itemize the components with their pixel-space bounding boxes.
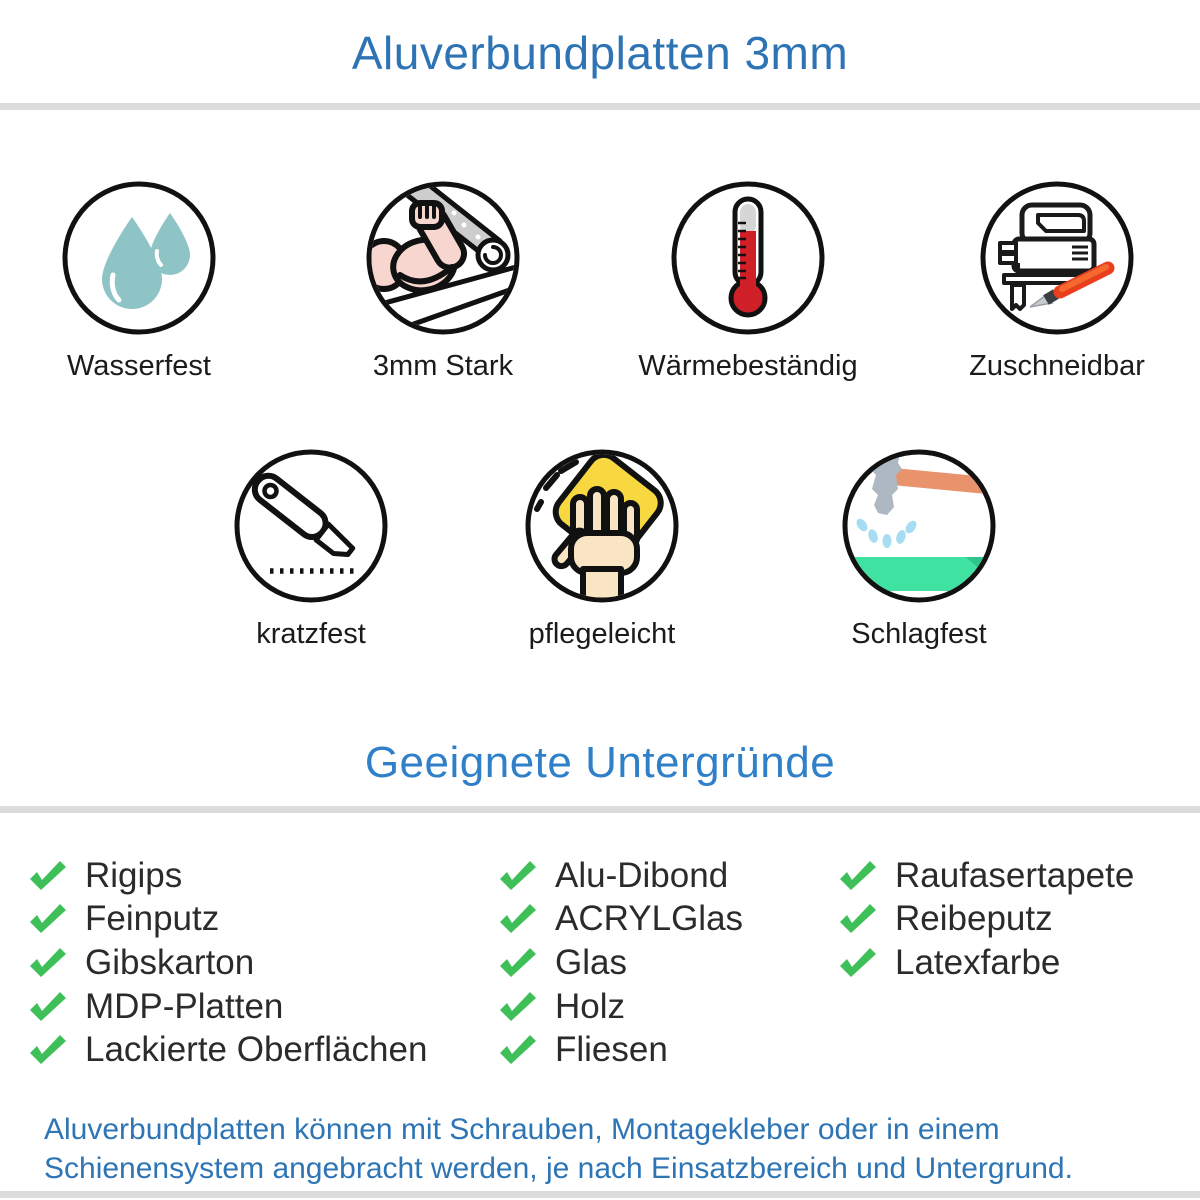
feature-label: pflegeleicht [528, 618, 676, 650]
check-icon [498, 947, 538, 979]
substrates-column-1 [28, 854, 427, 1072]
utility-knife-icon [232, 447, 390, 605]
check-icon [28, 903, 68, 935]
page-title: Aluverbundplatten 3mm [351, 27, 849, 79]
list-item [498, 898, 743, 942]
feature-label: kratzfest [256, 618, 366, 650]
list-item-label: ACRYLGlas [555, 899, 744, 939]
list-item-label: Fliesen [555, 1030, 668, 1070]
jigsaw-icon [978, 179, 1136, 337]
mounting-note [44, 1110, 1073, 1188]
section-title: Geeignete Untergründe [364, 738, 836, 787]
mounting-note-line2: Schienensystem angebracht werden, je nach Einsatzbereich und Untergrund. [44, 1152, 1073, 1185]
feature-pflegeleicht [462, 447, 742, 651]
check-icon [498, 860, 538, 892]
list-item-label: MDP-Platten [85, 986, 284, 1026]
feature-label: Schlagfest [851, 618, 987, 650]
list-item [838, 854, 1134, 898]
check-icon [28, 860, 68, 892]
check-icon [498, 1034, 538, 1066]
divider-middle [0, 806, 1200, 813]
list-item [28, 985, 427, 1029]
list-item [498, 985, 743, 1029]
feature-label: Wasserfest [67, 350, 211, 382]
feature-waermebestaendig [608, 179, 888, 383]
cleaning-hand-icon [523, 447, 681, 605]
list-item [498, 854, 743, 898]
water-drops-icon [60, 179, 218, 337]
list-item-label: Feinputz [85, 899, 220, 939]
check-icon [28, 991, 68, 1023]
feature-label: Zuschneidbar [969, 350, 1145, 382]
list-item-label: Rigips [85, 855, 183, 895]
list-item [838, 941, 1134, 985]
feature-schlagfest [779, 447, 1059, 651]
list-item-label: Latexfarbe [895, 942, 1061, 982]
substrates-column-2 [498, 854, 743, 1072]
list-item [28, 898, 427, 942]
feature-wasserfest [0, 179, 279, 383]
list-item-label: Glas [555, 942, 627, 982]
list-item-label: Lackierte Oberflächen [85, 1030, 428, 1070]
substrates-column-3 [838, 854, 1134, 985]
feature-zuschneidbar [917, 179, 1197, 383]
check-icon [498, 991, 538, 1023]
check-icon [498, 903, 538, 935]
check-icon [838, 947, 878, 979]
mounting-note-line1: Aluverbundplatten können mit Schrauben, Montagekleber oder in einem [44, 1113, 1000, 1146]
feature-kratzfest [171, 447, 451, 651]
list-item [498, 941, 743, 985]
feature-label: Wärmebeständig [638, 350, 858, 382]
thermometer-icon [669, 179, 827, 337]
list-item-label: Reibeputz [895, 899, 1053, 939]
list-item-label: Alu-Dibond [555, 855, 729, 895]
hammer-icon [840, 447, 998, 605]
check-icon [28, 947, 68, 979]
list-item [498, 1028, 743, 1072]
check-icon [838, 903, 878, 935]
list-item [28, 1028, 427, 1072]
feature-label: 3mm Stark [372, 350, 514, 382]
list-item [28, 854, 427, 898]
list-item-label: Gibskarton [85, 942, 255, 982]
list-item [838, 898, 1134, 942]
check-icon [838, 860, 878, 892]
divider-bottom [0, 1191, 1200, 1198]
muscle-arm-icon [364, 179, 522, 337]
list-item [28, 941, 427, 985]
check-icon [28, 1034, 68, 1066]
list-item-label: Holz [555, 986, 626, 1026]
list-item-label: Raufasertapete [895, 855, 1135, 895]
divider-top [0, 103, 1200, 110]
feature-3mm-stark [303, 179, 583, 383]
